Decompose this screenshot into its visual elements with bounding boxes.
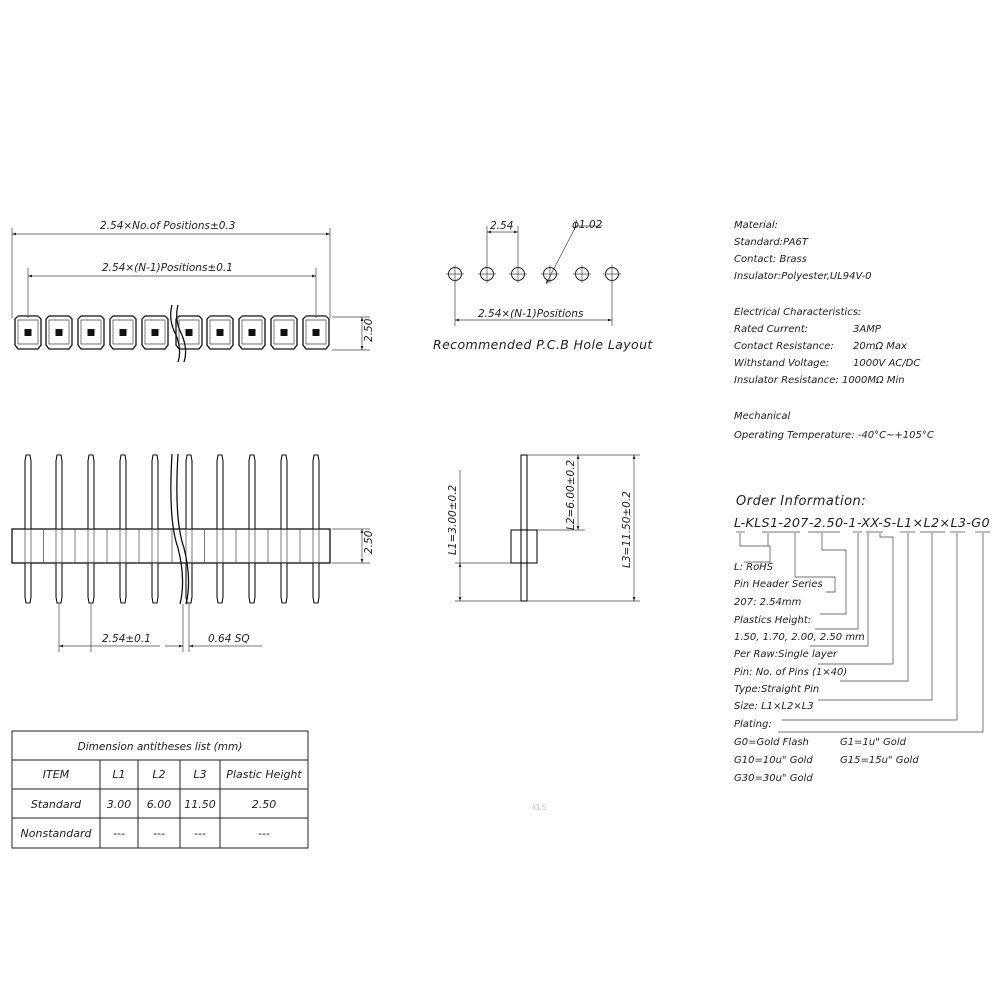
- pcb-hole-row: [446, 265, 621, 283]
- pin-pitch-dimension: 2.54±0.1: [102, 633, 151, 645]
- table-cell: ---: [194, 827, 206, 840]
- table-cell: ---: [153, 827, 165, 840]
- top-view-pin-1: [15, 316, 41, 349]
- top-view-pin-4: [110, 316, 136, 349]
- order-series: Pin Header Series: [734, 579, 823, 590]
- contact-resistance-value: 20mΩ Max: [853, 341, 907, 352]
- table-cell: Nonstandard: [20, 827, 92, 840]
- top-view: [12, 220, 375, 362]
- plating-g10: G10=10u" Gold: [734, 755, 813, 766]
- hole-span-dimension: 2.54×(N-1)Positions: [478, 308, 584, 320]
- order-pitch: 207: 2.54mm: [734, 597, 802, 608]
- table-cell: ---: [258, 827, 270, 840]
- electrical-title: Electrical Characteristics:: [734, 307, 862, 318]
- hole-pitch-dimension: 2.54: [490, 220, 514, 232]
- square-pin: [249, 329, 256, 336]
- rated-current-label: Rated Current:: [734, 324, 808, 335]
- top-view-break-mark-2: [177, 305, 186, 362]
- specifications: [734, 220, 934, 441]
- table-cell: 3.00: [106, 798, 132, 811]
- order-size: Size: L1×L2×L3: [734, 701, 814, 712]
- table-cell: 2.50: [251, 798, 277, 811]
- pcb-layout-caption: Recommended P.C.B Hole Layout: [433, 337, 653, 352]
- table-header-plastic-height: Plastic Height: [226, 768, 302, 781]
- pin-size-dimension: 0.64 SQ: [208, 633, 250, 645]
- order-plastic-height-label: Plastics Height:: [734, 615, 812, 626]
- front-view-height-dimension: 2.50: [363, 530, 375, 554]
- square-pin: [313, 329, 320, 336]
- top-view-pin-6: [176, 316, 202, 349]
- table-cell: 11.50: [184, 798, 216, 811]
- side-view-pin: [521, 455, 527, 601]
- withstand-voltage-value: 1000V AC/DC: [853, 358, 921, 369]
- square-pin: [25, 329, 32, 336]
- material-contact: Contact: Brass: [734, 254, 807, 265]
- l1-dimension: L1=3.00±0.2: [447, 484, 459, 555]
- plating-g1: G1=1u" Gold: [840, 737, 906, 748]
- side-view: [447, 455, 640, 601]
- mechanical-title: Mechanical: [734, 411, 791, 422]
- table-header-l3: L3: [193, 768, 207, 781]
- front-view-insulator-body: [12, 529, 330, 563]
- square-pin: [152, 329, 159, 336]
- order-pins: Pin: No. of Pins (1×40): [734, 667, 848, 678]
- material-insulator: Insulator:Polyester,UL94V-0: [734, 271, 872, 282]
- top-view-pin-row: [15, 316, 329, 349]
- top-view-pin-10: [303, 316, 329, 349]
- order-title: Order Information:: [736, 494, 867, 509]
- material-standard: Standard:PA6T: [734, 237, 808, 248]
- top-view-break-mark: [171, 305, 180, 362]
- table-header-l1: L1: [112, 768, 126, 781]
- top-view-pin-3: [78, 316, 104, 349]
- top-view-pin-9: [271, 316, 297, 349]
- top-view-pin-2: [46, 316, 72, 349]
- hole-diameter-dimension: ϕ1.02: [572, 219, 603, 231]
- overall-length-dimension: 2.54×No.of Positions±0.3: [100, 220, 236, 232]
- withstand-voltage-label: Withstand Voltage:: [734, 358, 830, 369]
- order-type: Type:Straight Pin: [734, 684, 820, 695]
- front-view: [12, 454, 375, 652]
- table-header-item: ITEM: [42, 768, 70, 781]
- square-pin: [88, 329, 95, 336]
- contact-resistance-label: Contact Resistance:: [734, 341, 834, 352]
- insulator-resistance: Insulator Resistance: 1000MΩ Min: [734, 375, 905, 386]
- square-pin: [186, 329, 193, 336]
- l2-dimension: L2=6.00±0.2: [565, 459, 577, 530]
- operating-temperature: Operating Temperature: -40°C~+105°C: [734, 430, 934, 441]
- l3-dimension: L3=11.50±0.2: [621, 491, 633, 568]
- order-plating-label: Plating:: [734, 719, 772, 730]
- top-view-pin-5: [142, 316, 168, 349]
- square-pin: [281, 329, 288, 336]
- table-header-l2: L2: [152, 768, 166, 781]
- plating-g15: G15=15u" Gold: [840, 755, 919, 766]
- table-cell: 6.00: [146, 798, 172, 811]
- square-pin: [217, 329, 224, 336]
- pcb-hole-layout: [433, 219, 653, 352]
- square-pin: [56, 329, 63, 336]
- dimension-table: [12, 731, 308, 848]
- material-title: Material:: [734, 220, 778, 231]
- plating-g30: G30=30u" Gold: [734, 773, 813, 784]
- pitch-span-dimension: 2.54×(N-1)Positions±0.1: [102, 262, 233, 274]
- table-title: Dimension antitheses list (mm): [77, 741, 243, 753]
- top-view-pin-7: [207, 316, 233, 349]
- order-code: L-KLS1-207-2.50-1-XX-S-L1×L2×L3-G0: [734, 516, 991, 530]
- plating-g0: G0=Gold Flash: [734, 737, 809, 748]
- rated-current-value: 3AMP: [853, 324, 881, 335]
- front-view-pin-10: [313, 455, 319, 603]
- order-information: [734, 494, 990, 784]
- square-pin: [120, 329, 127, 336]
- order-plastic-height-values: 1.50, 1.70, 2.00, 2.50 mm: [734, 632, 865, 643]
- top-view-height-dimension: 2.50: [363, 318, 375, 342]
- order-per-row: Per Raw:Single layer: [734, 649, 838, 660]
- table-cell: Standard: [30, 798, 82, 811]
- top-view-pin-8: [239, 316, 265, 349]
- order-rohs: L: RoHS: [734, 562, 774, 573]
- watermark: KLS: [532, 803, 547, 812]
- table-cell: ---: [113, 827, 125, 840]
